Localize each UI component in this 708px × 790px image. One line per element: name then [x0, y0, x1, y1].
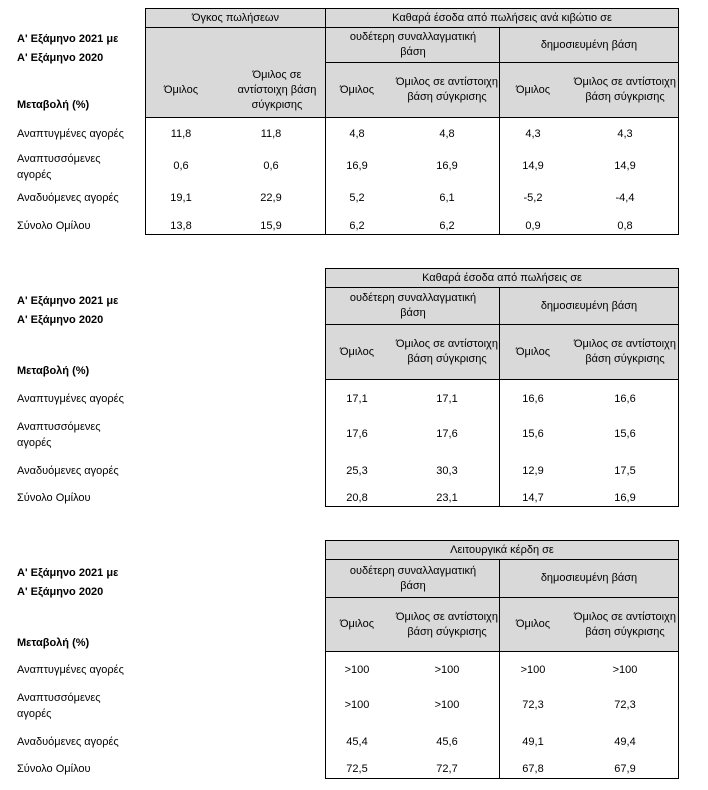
- change-label: Μεταβολή (%): [17, 99, 90, 111]
- change-label: Μεταβολή (%): [17, 365, 90, 377]
- col-group: Όμιλος: [515, 618, 551, 630]
- row-label: Σύνολο Ομίλου: [17, 763, 91, 775]
- col-group: Όμιλος: [163, 83, 199, 96]
- row-label: Αναπτυγμένες αγορές: [17, 128, 124, 140]
- col-group: Όμιλος: [339, 83, 375, 96]
- neutral-fx-header: ουδέτερη συναλλαγματική βάση: [349, 564, 477, 592]
- col-comparable: Όμιλος σε αντίστοιχη βάση σύγκρισης: [396, 610, 498, 638]
- row-label: Αναδυόμενες αγορές: [17, 192, 119, 204]
- row-label: Αναπτυσσόμενες αγορές: [17, 421, 101, 449]
- revenue-header: Καθαρά έσοδα από πωλήσεις σε: [422, 271, 582, 284]
- row-label: Αναδυόμενες αγορές: [17, 465, 119, 477]
- neutral-fx-header: ουδέτερη συναλλαγματική βάση: [349, 31, 477, 58]
- revenue-per-case-header: Καθαρά έσοδα από πωλήσεις ανά κιβώτιο σε: [392, 11, 612, 24]
- operating-profit-header: Λειτουργικά κέρδη σε: [450, 543, 554, 556]
- col-comparable: Όμιλος σε αντίστοιχη βάση σύγκρισης: [396, 76, 498, 103]
- col-group: Όμιλος: [515, 345, 551, 358]
- period-title: Α' Εξάμηνο 2021 με Α' Εξάμηνο 2020: [17, 567, 119, 598]
- row-label: Σύνολο Ομίλου: [17, 220, 91, 232]
- period-title: Α' Εξάμηνο 2021 με Α' Εξάμηνο 2020: [17, 295, 119, 326]
- change-label: Μεταβολή (%): [17, 637, 90, 649]
- col-comparable: Όμιλος σε αντίστοιχη βάση σύγκρισης: [396, 338, 498, 365]
- volume-header: Όγκος πωλήσεων: [191, 11, 280, 24]
- row-label: Αναπτυσσόμενες αγορές: [17, 692, 101, 720]
- reported-header: δημοσιευμένη βάση: [540, 299, 638, 312]
- col-group: Όμιλος: [339, 618, 375, 630]
- row-label: Αναπτυγμένες αγορές: [17, 664, 124, 676]
- neutral-fx-header: ουδέτερη συναλλαγματική βάση: [349, 292, 477, 319]
- col-comparable: Όμιλος σε αντίστοιχη βάση σύγκρισης: [237, 68, 317, 111]
- row-label: Αναπτυγμένες αγορές: [17, 393, 124, 405]
- col-comparable: Όμιλος σε αντίστοιχη βάση σύγκρισης: [574, 338, 676, 365]
- row-label: Αναδυόμενες αγορές: [17, 736, 119, 748]
- period-title: Α' Εξάμηνο 2021 με Α' Εξάμηνο 2020: [17, 33, 119, 64]
- reported-header: δημοσιευμένη βάση: [540, 38, 638, 51]
- col-comparable: Όμιλος σε αντίστοιχη βάση σύγκρισης: [574, 610, 676, 638]
- col-group: Όμιλος: [515, 83, 551, 96]
- row-label: Σύνολο Ομίλου: [17, 492, 91, 504]
- col-group: Όμιλος: [339, 345, 375, 358]
- row-label: Αναπτυσσόμενες αγορές: [17, 153, 101, 181]
- reported-header: δημοσιευμένη βάση: [540, 572, 638, 584]
- col-comparable: Όμιλος σε αντίστοιχη βάση σύγκρισης: [574, 76, 676, 103]
